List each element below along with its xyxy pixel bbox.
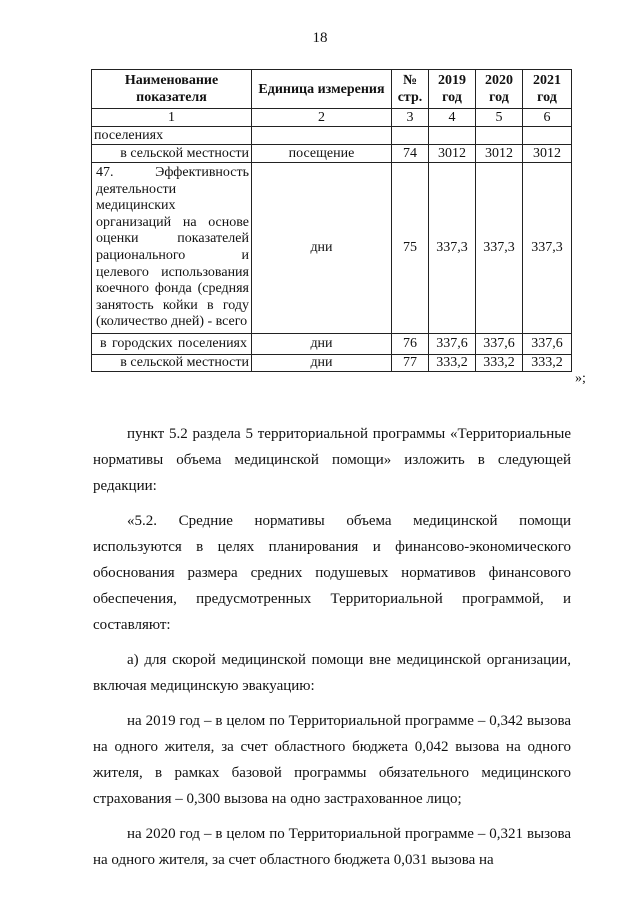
column-number: 1 — [92, 109, 252, 127]
row-2020 — [476, 127, 523, 145]
row-line: 77 — [392, 354, 429, 371]
paragraph: пункт 5.2 раздела 5 территориальной программы «Территориальные нормативы объема медицинской помощи» изложить в следующей редакции: — [93, 426, 571, 494]
row-line: 76 — [392, 333, 429, 354]
row-unit: дни — [252, 354, 392, 371]
row-line — [392, 127, 429, 145]
row-2021: 337,6 — [523, 333, 572, 354]
row-unit: дни — [252, 163, 392, 334]
row-2020: 337,3 — [476, 163, 523, 334]
table-row — [92, 354, 572, 371]
row-unit: дни — [252, 333, 392, 354]
header-year-2019: 2019 год — [429, 70, 476, 109]
row-2019: 337,6 — [429, 333, 476, 354]
row-unit: посещение — [252, 145, 392, 163]
column-number: 4 — [429, 109, 476, 127]
row-2019: 337,3 — [429, 163, 476, 334]
row-2020: 337,6 — [476, 333, 523, 354]
table-row — [92, 163, 572, 334]
row-line: 74 — [392, 145, 429, 163]
page-number: 18 — [312, 30, 328, 46]
row-name: поселениях — [92, 127, 252, 145]
row-name: в городских поселениях — [92, 333, 252, 354]
row-unit — [252, 127, 392, 145]
row-line: 75 — [392, 163, 429, 334]
column-number: 6 — [523, 109, 572, 127]
column-number: 2 — [252, 109, 392, 127]
column-number: 5 — [476, 109, 523, 127]
header-line-number: № стр. — [392, 70, 429, 109]
row-name: в сельской местности — [92, 145, 252, 163]
indicators-table — [91, 69, 572, 372]
row-2019: 333,2 — [429, 354, 476, 371]
row-2019: 3012 — [429, 145, 476, 163]
row-2019 — [429, 127, 476, 145]
row-name: в сельской местности — [92, 354, 252, 371]
column-number: 3 — [392, 109, 429, 127]
row-2020: 3012 — [476, 145, 523, 163]
table-row — [92, 145, 572, 163]
row-2021 — [523, 127, 572, 145]
paragraph: на 2019 год – в целом по Территориальной программе – 0,342 вызова на одного жителя, за счет областного бюджета 0,042 вызова на одного жителя, в рамках базовой программы обязательного медицинского страхования – 0,300 вызова на одно застрахованное лицо; — [93, 713, 571, 807]
header-year-2020: 2020 год — [476, 70, 523, 109]
row-2021: 333,2 — [523, 354, 572, 371]
row-2021: 337,3 — [523, 163, 572, 334]
table-row — [92, 333, 572, 354]
table-header-row — [92, 70, 572, 109]
row-2020: 333,2 — [476, 354, 523, 371]
header-indicator-name: Наименование показателя — [92, 70, 252, 109]
table-closing-mark: »; — [575, 371, 586, 386]
row-name: 47. Эффективность деятельности медицинских организаций на основе оценки показателей рационального и целевого использования коечного фонда (средняя занятость койки в году (количество дней) - всего — [92, 163, 252, 334]
paragraph: на 2020 год – в целом по Территориальной программе – 0,321 вызова на одного жителя, за счет областного бюджета 0,031 вызова на — [93, 826, 571, 868]
column-number-row — [92, 109, 572, 127]
row-2021: 3012 — [523, 145, 572, 163]
paragraph: «5.2. Средние нормативы объема медицинской помощи используются в целях планирования и финансово-экономического обоснования размера средних подушевых нормативов финансового обеспечения, предусмотренных Территориальной программой, и составляют: — [93, 513, 571, 633]
document-body — [93, 421, 571, 873]
table-row — [92, 127, 572, 145]
paragraph: а) для скорой медицинской помощи вне медицинской организации, включая медицинскую эвакуацию: — [93, 652, 571, 694]
header-unit: Единица измерения — [252, 70, 392, 109]
header-year-2021: 2021 год — [523, 70, 572, 109]
